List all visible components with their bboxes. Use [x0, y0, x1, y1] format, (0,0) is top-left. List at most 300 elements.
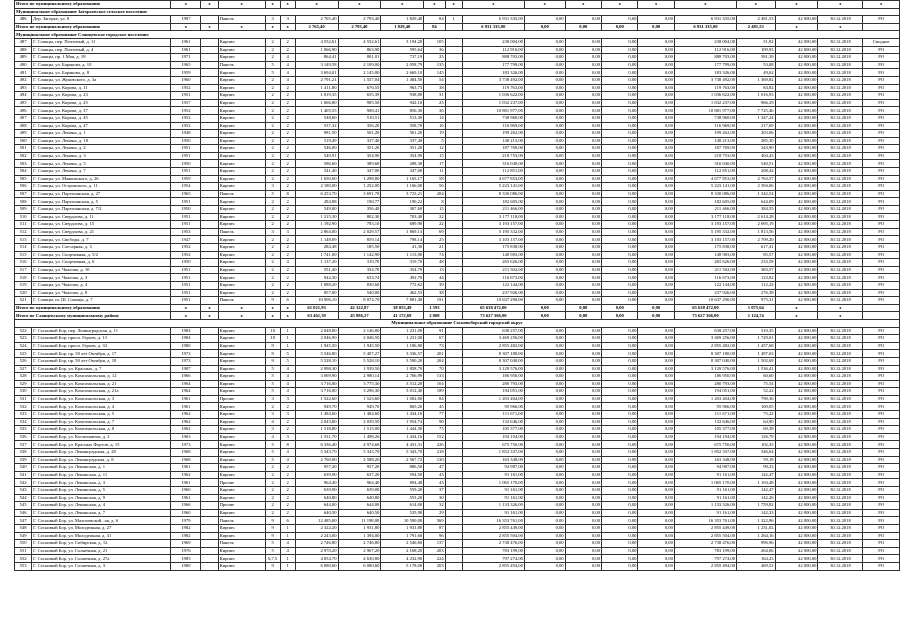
table-cell: 2 980,14	[338, 373, 381, 381]
table-cell: Г. Сланцы, ул. Чкалова, д. 10	[32, 266, 171, 274]
table-cell: 1 729,01	[737, 335, 776, 343]
table-cell: 42 000,00	[775, 84, 818, 92]
table-cell: 2 855 482,00	[674, 342, 736, 350]
table-cell: 9	[265, 517, 280, 525]
table-cell: 354,70	[381, 266, 424, 274]
table-cell: 67	[424, 335, 445, 343]
table-cell	[201, 426, 218, 434]
table-cell: 6	[280, 517, 295, 525]
table-cell: 2	[280, 168, 295, 176]
table-cell: 204	[424, 357, 445, 365]
table-cell: 0,00	[524, 395, 565, 403]
table-cell: 703,40	[381, 213, 424, 221]
table-cell: Г. Сосновый Бор, ул. Ленинская, д. 3	[32, 479, 171, 487]
table-cell: 187 769,00	[674, 145, 736, 153]
table-cell: 1 869,13	[381, 228, 424, 236]
table-cell: 526	[15, 357, 32, 365]
table-cell: 633,74	[338, 274, 381, 282]
table-cell: 1 142,90	[338, 251, 381, 259]
table-row	[15, 236, 900, 244]
table-cell: 1 954,74	[381, 418, 424, 426]
table-cell: 186 950,00	[674, 373, 736, 381]
table-cell: 8 307 180,00	[462, 350, 524, 358]
table-cell: 0,00	[638, 206, 674, 214]
table-cell: x	[265, 1, 280, 9]
table-cell	[201, 84, 218, 92]
table-cell: РО	[863, 61, 900, 69]
table-cell: 510,51	[338, 114, 381, 122]
table-cell: 830,60	[338, 281, 381, 289]
table-row	[15, 54, 900, 62]
table-cell: 237 926,00	[462, 289, 524, 297]
table-cell: 217,69	[737, 122, 776, 130]
table-cell: 0,00	[638, 251, 674, 259]
table-cell: 888 703,00	[674, 54, 736, 62]
table-row	[15, 449, 900, 457]
table-cell: 797 274,00	[674, 555, 736, 563]
table-cell: 0,00	[524, 433, 565, 441]
table-cell: 0,00	[602, 84, 638, 92]
table-cell: 1 411,80	[295, 84, 338, 92]
table-cell: РО	[863, 69, 900, 77]
total-row	[15, 304, 900, 312]
table-cell: 49,62	[737, 69, 776, 77]
table-cell: x	[201, 23, 218, 31]
table-cell: 8	[280, 190, 295, 198]
table-cell: 142,33	[737, 509, 776, 517]
table-cell: 190,22	[381, 198, 424, 206]
table-cell	[445, 532, 462, 540]
table-cell: Г. Сланцы, ул. Кирова, д. 23	[32, 92, 171, 100]
table-cell: Г. Сланцы, ул. Маяковского, д. 26	[32, 175, 171, 183]
table-cell: 30.12.2018	[818, 46, 863, 54]
table-cell: 8 307 040,00	[674, 357, 736, 365]
table-cell: 25	[424, 236, 445, 244]
table-cell: Г. Сосновый Бор, ул. Ленинская, д. 1	[32, 464, 171, 472]
table-cell: 2	[280, 137, 295, 145]
table-cell: x	[775, 304, 818, 312]
table-cell: 2	[280, 84, 295, 92]
table-cell: 1960	[171, 76, 201, 84]
table-cell: 553,20	[381, 494, 424, 502]
table-cell: 0,00	[565, 471, 601, 479]
table-cell: Дер. Загорье, ул. 8	[32, 16, 171, 24]
table-cell	[863, 312, 900, 320]
table-cell: 0,00	[602, 524, 638, 532]
table-cell: 5	[265, 69, 280, 77]
table-cell: 42 000,00	[775, 502, 818, 510]
table-cell: 0,00	[524, 289, 565, 297]
table-cell: 0,00	[524, 206, 565, 214]
table-cell: 2	[265, 99, 280, 107]
table-cell: 0,00	[565, 137, 601, 145]
table-cell: Кирпич	[218, 259, 265, 267]
table-cell: 2	[280, 130, 295, 138]
table-cell	[445, 114, 462, 122]
table-cell: 549,00	[295, 206, 338, 214]
table-cell	[445, 206, 462, 214]
table-cell: 42 000,00	[775, 206, 818, 214]
table-cell: Кирпич	[218, 547, 265, 555]
table-cell: 0,00	[638, 555, 674, 563]
table-cell: 0,00	[565, 266, 601, 274]
table-cell: 528	[15, 373, 32, 381]
table-cell: 0,00	[638, 152, 674, 160]
table-cell: 75,22	[737, 411, 776, 419]
table-cell: 0,00	[638, 395, 674, 403]
table-cell: Кирпич	[218, 266, 265, 274]
table-cell: 0,00	[602, 259, 638, 267]
table-cell: 639,90	[295, 471, 338, 479]
table-cell: 42 000,00	[775, 555, 818, 563]
table-cell: Кирпич	[218, 76, 265, 84]
table-cell: 2	[280, 494, 295, 502]
table-cell: РО	[863, 84, 900, 92]
table-cell: 135	[424, 61, 445, 69]
table-cell: x	[171, 23, 201, 31]
table-cell: 122 144,00	[674, 281, 736, 289]
table-cell: 211 502,00	[674, 266, 736, 274]
table-cell: 543	[15, 487, 32, 495]
table-cell: 1959	[171, 175, 201, 183]
table-cell: 2	[265, 281, 280, 289]
table-cell: 42 000,00	[775, 471, 818, 479]
table-cell: 42 000,00	[775, 251, 818, 259]
table-cell: 0,00	[524, 183, 565, 191]
table-cell: 0,00	[565, 350, 601, 358]
table-cell: 0,00	[565, 487, 601, 495]
table-cell: 2	[280, 213, 295, 221]
table-cell: 111 671,00	[674, 411, 736, 419]
table-cell: РО	[863, 365, 900, 373]
table-cell: 0,00	[638, 509, 674, 517]
table-cell: 42 000,00	[775, 426, 818, 434]
table-cell: 0,00	[602, 479, 638, 487]
table-cell: 91 161,00	[462, 509, 524, 517]
table-row	[15, 145, 900, 153]
table-cell: x	[424, 1, 445, 9]
table-cell: РО	[863, 426, 900, 434]
table-cell: 3 193 157,00	[674, 221, 736, 229]
table-cell	[445, 236, 462, 244]
table-cell: 501	[15, 145, 32, 153]
table-cell: x	[265, 304, 280, 312]
table-cell	[445, 23, 462, 31]
table-cell: 0,00	[524, 357, 565, 365]
table-cell: 0,00	[638, 487, 674, 495]
table-cell: 9	[265, 524, 280, 532]
table-cell: 0,00	[602, 365, 638, 373]
table-cell: 0,00	[565, 228, 601, 236]
table-cell: 56	[424, 183, 445, 191]
table-cell: 536	[15, 433, 32, 441]
table-cell: Г. Сосновый Бор, ул. Ленинская, д. 9	[32, 494, 171, 502]
table-cell: Панель	[218, 16, 265, 24]
table-cell: РО	[863, 327, 900, 335]
table-cell: 1952	[171, 84, 201, 92]
table-cell: 0,00	[602, 221, 638, 229]
table-cell: 30.12.2018	[818, 274, 863, 282]
table-cell: 738 960,00	[674, 114, 736, 122]
table-cell: 1950	[171, 259, 201, 267]
table-cell: 265 626,00	[462, 259, 524, 267]
table-cell: 42 000,00	[775, 266, 818, 274]
table-cell: 1 065 170,00	[462, 479, 524, 487]
table-cell: 2	[280, 198, 295, 206]
table-cell	[201, 524, 218, 532]
table-cell	[201, 395, 218, 403]
table-cell: РО	[863, 130, 900, 138]
table-cell: 0,00	[602, 23, 638, 31]
table-cell	[863, 304, 900, 312]
table-cell: 0,00	[565, 411, 601, 419]
table-cell: 0,00	[638, 524, 674, 532]
table-cell: 30.12.2018	[818, 69, 863, 77]
table-cell: Кирпич	[218, 122, 265, 130]
table-cell: 547	[15, 517, 32, 525]
table-cell: 1982	[171, 524, 201, 532]
table-cell: x	[265, 312, 280, 320]
table-cell: 42 000,00	[775, 38, 818, 46]
table-cell: 91 161,00	[462, 487, 524, 495]
table-cell: 52,22	[737, 388, 776, 396]
table-cell: Кирпич	[218, 183, 265, 191]
table-cell: 0,00	[524, 487, 565, 495]
table-cell: 1 931,80	[381, 524, 424, 532]
table-cell: 863,90	[338, 46, 381, 54]
table-cell: 0,00	[638, 16, 674, 24]
table-cell: 1973	[171, 350, 201, 358]
register-sheet	[14, 0, 900, 571]
table-cell: 0,00	[565, 160, 601, 168]
table-cell: 319,70	[381, 259, 424, 267]
table-cell: 119 763,00	[674, 84, 736, 92]
table-cell: 10 881 977,00	[674, 107, 736, 115]
table-cell: 1980	[171, 342, 201, 350]
table-cell: 0,00	[524, 137, 565, 145]
table-cell: 2	[265, 213, 280, 221]
table-cell	[445, 228, 462, 236]
table-cell: 5 528,10	[338, 357, 381, 365]
table-cell: 5	[265, 456, 280, 464]
table-cell: 1 741,00	[295, 251, 338, 259]
table-cell: 1 523,60	[338, 395, 381, 403]
table-cell: 2 855 494,00	[462, 562, 524, 570]
table-cell: 42 000,00	[775, 221, 818, 229]
table-cell: 42 000,00	[775, 403, 818, 411]
table-cell: 544	[15, 494, 32, 502]
table-cell: 163 348,00	[674, 456, 736, 464]
table-cell: 0,00	[524, 335, 565, 343]
table-cell: РО	[863, 441, 900, 449]
table-cell: 30.12.2018	[818, 342, 863, 350]
table-cell: 0,00	[524, 365, 565, 373]
table-cell: РО	[863, 479, 900, 487]
table-cell	[201, 471, 218, 479]
table-cell	[445, 213, 462, 221]
table-cell	[445, 266, 462, 274]
table-cell: Кирпич	[218, 487, 265, 495]
table-cell: РО	[863, 236, 900, 244]
table-cell: 1 852 337,00	[674, 449, 736, 457]
table-cell: Кирпич	[218, 236, 265, 244]
table-row	[15, 168, 900, 176]
table-cell: 0,00	[524, 342, 565, 350]
table-cell: Г. Сосновый Бор, ул. Комсомольская, д. 3	[32, 395, 171, 403]
table-cell: 0,00	[524, 130, 565, 138]
table-cell: 495	[15, 99, 32, 107]
table-cell: Г. Сосновый Бор, ул. Молодежная, д. 41	[32, 532, 171, 540]
table-cell: Кирпич	[218, 426, 265, 434]
table-cell: 1 032 237,00	[462, 99, 524, 107]
table-cell: 5 343,70	[338, 449, 381, 457]
table-cell: x	[524, 1, 565, 9]
table-cell: 2 855 504,00	[462, 532, 524, 540]
table-cell: 1950	[171, 160, 201, 168]
table-cell: РО	[863, 228, 900, 236]
table-cell: 30.12.2018	[818, 335, 863, 343]
table-row	[15, 190, 900, 198]
table-cell: 0,00	[524, 312, 565, 320]
table-cell: 8 307 040,00	[462, 357, 524, 365]
table-cell: 486	[15, 16, 32, 24]
table-cell: 0,00	[524, 266, 565, 274]
table-cell: 182 605,00	[462, 198, 524, 206]
table-cell: 1	[280, 562, 295, 570]
table-cell: 42 000,00	[775, 69, 818, 77]
table-cell	[201, 244, 218, 252]
table-cell: Кирпич	[218, 471, 265, 479]
table-cell: 1 484,60	[295, 411, 338, 419]
table-cell: 5	[265, 441, 280, 449]
table-cell: 14	[424, 114, 445, 122]
table-cell: 116 673,00	[674, 274, 736, 282]
table-cell: 4	[280, 54, 295, 62]
table-cell: 0,00	[638, 456, 674, 464]
table-cell: 0,00	[638, 160, 674, 168]
table-cell: 8 330 086,00	[462, 190, 524, 198]
table-cell: 91 161,00	[674, 509, 736, 517]
table-cell: 0,00	[638, 411, 674, 419]
total-row	[15, 312, 900, 320]
table-cell: 2	[265, 107, 280, 115]
table-cell	[445, 327, 462, 335]
table-cell: 42 000,00	[775, 388, 818, 396]
table-cell: 537	[15, 441, 32, 449]
table-cell: 116 673,00	[462, 274, 524, 282]
table-cell: 4 552,61	[338, 38, 381, 46]
table-cell: 540,51	[737, 160, 776, 168]
table-cell: 496	[15, 107, 32, 115]
table-cell: 191	[424, 297, 445, 305]
table-cell: 3	[265, 183, 280, 191]
table-cell: 492,70	[381, 274, 424, 282]
table-cell: 1951	[171, 145, 201, 153]
table-cell: 4	[280, 456, 295, 464]
table-cell: 0,00	[524, 524, 565, 532]
table-cell: Кирпич	[218, 464, 265, 472]
table-cell	[445, 244, 462, 252]
table-cell: 111 671,00	[462, 411, 524, 419]
table-cell: 3 738 492,00	[462, 76, 524, 84]
table-cell: Муниципальное образование Сосновоборский городской округ	[15, 319, 900, 327]
table-cell: 91	[424, 327, 445, 335]
table-cell: 1 858,70	[381, 365, 424, 373]
table-cell	[445, 357, 462, 365]
table-cell: 346,64	[737, 449, 776, 457]
table-cell: 38	[424, 84, 445, 92]
housing-register-table	[14, 0, 900, 571]
table-cell: 1 215,30	[295, 213, 338, 221]
table-cell: 194 051,00	[674, 388, 736, 396]
table-cell: 0,00	[565, 456, 601, 464]
table-cell: x	[280, 312, 295, 320]
table-cell	[445, 297, 462, 305]
table-cell: 1 231,00	[381, 335, 424, 343]
table-cell: 30.12.2018	[818, 168, 863, 176]
table-cell: Г. Сосновый Бор, ул. Ленинская, д. 5	[32, 487, 171, 495]
table-cell: РО	[863, 274, 900, 282]
table-cell: 0,00	[565, 259, 601, 267]
table-cell: 30.12.2018	[818, 418, 863, 426]
table-cell: 0,00	[565, 213, 601, 221]
table-cell: Г. Сланцы, ул. Баранова, д. 10	[32, 61, 171, 69]
table-cell: 0,00	[638, 183, 674, 191]
table-cell: Панель	[218, 297, 265, 305]
table-cell: 69	[424, 228, 445, 236]
table-cell: РО	[863, 99, 900, 107]
table-row	[15, 16, 900, 24]
table-cell	[201, 46, 218, 54]
table-cell: 30.12.2018	[818, 357, 863, 365]
table-cell: 0,00	[524, 122, 565, 130]
table-cell: 2	[280, 183, 295, 191]
table-cell: x	[445, 1, 462, 9]
table-cell: 0,00	[565, 198, 601, 206]
table-cell: 130	[424, 456, 445, 464]
table-cell: 42 000,00	[775, 145, 818, 153]
table-cell: 5	[265, 373, 280, 381]
table-cell: 21	[424, 244, 445, 252]
table-cell: 2	[265, 198, 280, 206]
table-cell	[445, 562, 462, 570]
table-cell: 25	[424, 54, 445, 62]
table-cell: 60,60	[737, 373, 776, 381]
table-cell: x	[863, 1, 900, 9]
table-cell	[201, 562, 218, 570]
table-cell: 74	[424, 251, 445, 259]
table-cell: 1 498,26	[338, 433, 381, 441]
table-cell: 0,00	[602, 168, 638, 176]
table-cell: 1 791,60	[381, 532, 424, 540]
table-cell: 152	[424, 433, 445, 441]
table-cell: 0,00	[524, 464, 565, 472]
table-cell: 0,00	[565, 547, 601, 555]
table-cell: 0,00	[602, 433, 638, 441]
table-row	[15, 221, 900, 229]
table-row	[15, 251, 900, 259]
table-cell: 13	[424, 266, 445, 274]
table-cell	[445, 38, 462, 46]
table-cell: 3 469 256,00	[674, 335, 736, 343]
table-cell: 1976	[171, 547, 201, 555]
table-cell: 0,00	[638, 471, 674, 479]
table-row	[15, 365, 900, 373]
table-cell: 0,00	[602, 373, 638, 381]
table-row	[15, 175, 900, 183]
table-cell: 42 000,00	[775, 411, 818, 419]
table-cell: 2	[280, 107, 295, 115]
